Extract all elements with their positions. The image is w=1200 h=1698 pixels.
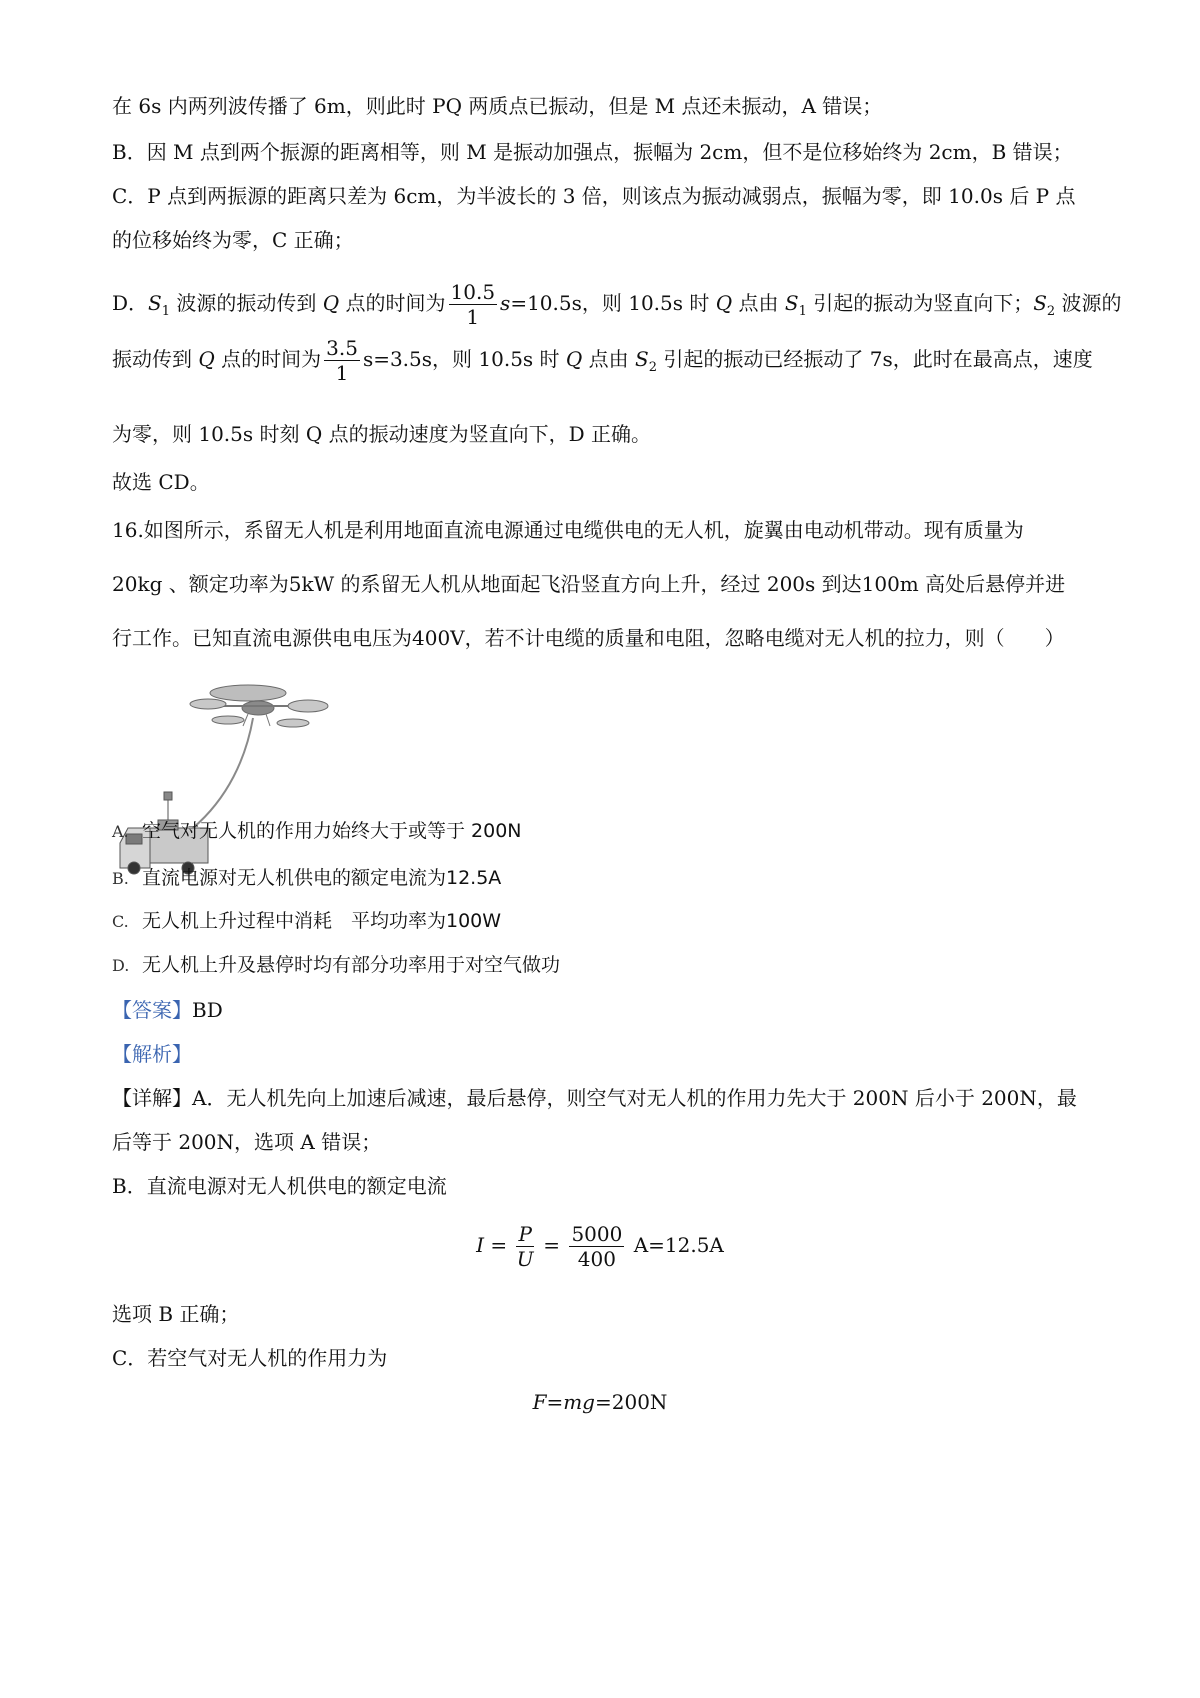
text-line-4: 的位移始终为零，C 正确； [112,228,354,252]
fraction-numerator: 3.5 [326,336,358,360]
tethered-drone-figure [118,678,348,878]
fraction-denominator: 1 [335,361,349,385]
fraction-numerator: P [518,1222,532,1246]
analysis-label [112,1040,192,1068]
option-letter: B. [112,869,129,888]
question-16-line-2: 20kg 、额定功率为5kW 的系留无人机从地面起飞沿竖直方向上升，经过 200s 到达100m 高处后悬停并进 [112,572,1066,596]
question-16-line-1: 16.如图所示，系留无人机是利用地面直流电源通过电缆供电的无人机，旋翼由电动机带动。现有质量为 [112,518,1024,542]
detail-line-3: B．直流电源对无人机供电的额定电流 [112,1174,447,1198]
fraction-denominator: U [516,1247,534,1271]
text-segment: 引起的振动已经振动了 7s，此时在最高点，速度 [657,347,1093,371]
option-a [112,818,522,845]
text-line-8: 故选 CD。 [112,470,210,494]
option-b [112,865,501,892]
fraction-time-s2 [324,336,360,385]
fraction-p-over-u [516,1222,533,1271]
text-segment: 点由 [582,347,636,371]
fraction-denominator: 1 [466,305,480,329]
text-segment: 振动传到 [112,347,199,371]
subscript: 2 [648,360,658,375]
symbol-s: S [148,291,162,315]
analysis-heading: 【解析】 [112,1042,192,1066]
text-segment: 波源的 [1055,291,1122,315]
fraction-numerator: 5000 [571,1222,623,1246]
answer-line [112,996,223,1024]
formula-force [0,1390,1200,1414]
text-segment: 波源的振动传到 [170,291,323,315]
option-letter: D. [112,956,130,975]
symbol-q: Q [198,347,215,371]
text-line-2: B．因 M 点到两个振源的距离相等，则 M 是振动加强点，振幅为 2cm，但不是位移始终为 2cm，B 错误； [112,140,1073,164]
formula-current [0,1222,1200,1271]
detail-line-2: 后等于 200N，选项 A 错误； [112,1130,382,1154]
option-text: 无人机上升及悬停时均有部分功率用于对空气做功 [142,954,561,976]
fraction-denominator: 400 [577,1247,616,1271]
tether-cable [193,718,253,828]
answer-label: 【答案】 [112,998,192,1022]
formula-result: =200N [595,1390,668,1414]
formula-equals: = [484,1233,514,1257]
detail-line-1: 【详解】A．无人机先向上加速后减速，最后悬停，则空气对无人机的作用力先大于 200N 后小于 200N，最 [112,1086,1077,1110]
answer-value: BD [192,998,223,1022]
option-d [112,952,560,979]
detail-line-4: 选项 B 正确； [112,1302,240,1326]
symbol-q: Q [565,347,583,371]
option-text: 无人机上升过程中消耗 平均功率为100W [142,910,502,932]
text-line-5 [112,280,1122,329]
formula-equals: = [546,1390,564,1414]
option-text: 直流电源对无人机供电的额定电流为12.5A [142,867,502,889]
option-c [112,908,501,935]
text-segment: =10.5s，则 10.5s 时 [510,291,716,315]
text-segment: 点由 [732,291,785,315]
question-16-line-3: 行工作。已知直流电源供电电压为400V，若不计电缆的质量和电阻，忽略电缆对无人机的拉力，则（ ） [112,626,1065,650]
text-segment: 点的时间为 [214,347,322,371]
symbol-q: Q [715,291,733,315]
option-letter: A. [112,822,129,841]
symbol-q: Q [322,291,340,315]
option-text: 空气对无人机的作用力始终大于或等于 200N [142,820,522,842]
formula-symbol-mg: mg [563,1390,595,1414]
text-segment: 引起的振动为竖直向下； [806,291,1034,315]
formula-equals: = [536,1233,567,1257]
text-line-6 [112,336,1093,385]
symbol-s: S [635,347,649,371]
formula-result: A=12.5A [627,1233,724,1257]
formula-symbol-f: F [532,1390,547,1414]
fraction-numerator: 10.5 [450,280,496,304]
subscript: 1 [798,304,807,319]
symbol-s: S [784,291,799,315]
drone-illustration [190,685,328,727]
option-d-prefix: D． [112,291,149,315]
fraction-time-s1 [449,280,498,329]
unit-s: s [500,291,511,315]
subscript: 2 [1046,304,1056,319]
formula-symbol-i: I [476,1233,484,1257]
text-segment: 点的时间为 [339,291,446,315]
option-letter: C. [112,912,129,931]
text-line-3: C．P 点到两振源的距离只差为 6cm，为半波长的 3 倍，则该点为振动减弱点，振幅为零，即 10.0s 后 P 点 [112,184,1076,208]
text-line-1: 在 6s 内两列波传播了 6m，则此时 PQ 两质点已振动，但是 M 点还未振动，A 错误； [112,94,883,118]
detail-line-5: C．若空气对无人机的作用力为 [112,1346,388,1370]
fraction-5000-over-400 [569,1222,624,1271]
text-segment: s=3.5s，则 10.5s 时 [362,347,566,371]
symbol-s: S [1033,291,1047,315]
text-line-7: 为零，则 10.5s 时刻 Q 点的振动速度为竖直向下，D 正确。 [112,422,652,446]
subscript: 1 [161,304,171,319]
